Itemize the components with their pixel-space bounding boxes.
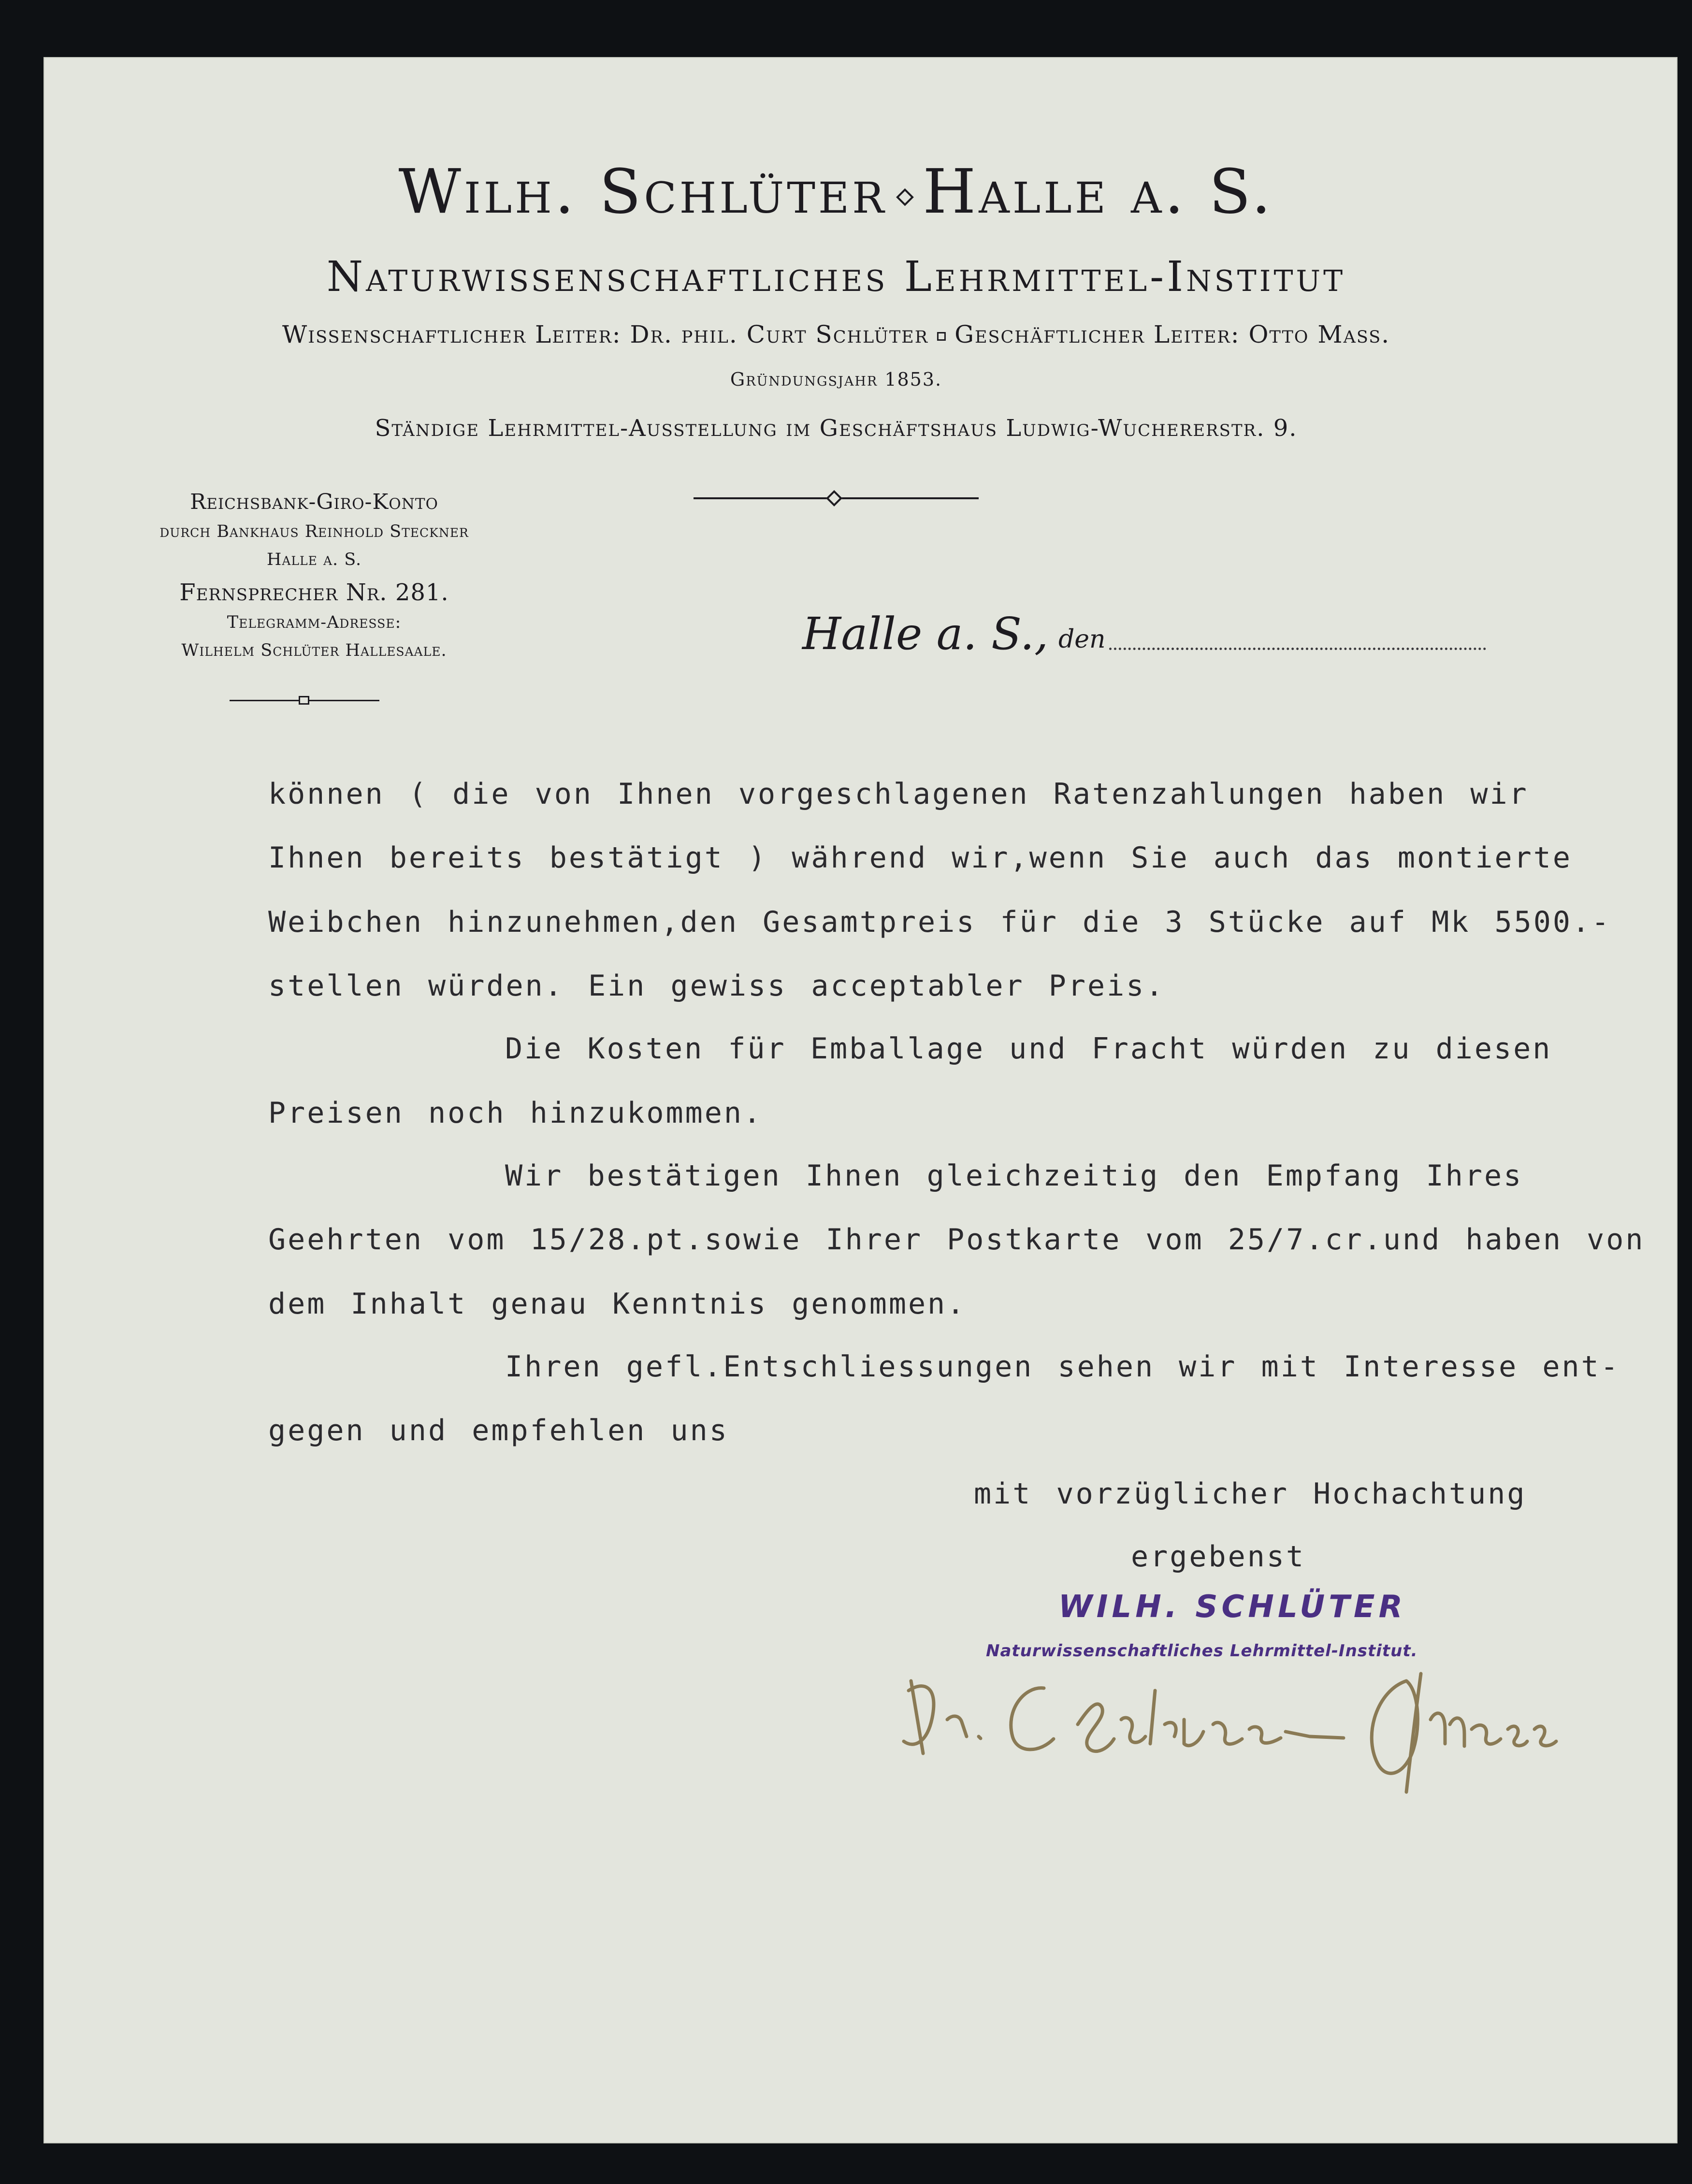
company-name: Wilh. Schlüter [398,156,887,227]
date-blank-line [1109,648,1486,650]
bank-city: Halle a. S. [266,550,362,569]
telegram-address: Wilhelm Schlüter Hallesaale. [181,641,447,660]
letterhead-subtitle: Naturwissenschaftliches Lehrmittel-Institut [326,253,1346,301]
body-line: Preisen noch hinzukommen. [268,1096,763,1130]
letterhead-title [398,156,1273,227]
body-line: dem Inhalt genau Kenntnis genommen. [268,1287,967,1321]
bank-house: durch Bankhaus Reinhold Steckner [159,522,469,541]
rule-diamond-icon [826,490,842,506]
letterhead-leaders [282,320,1390,348]
body-line: Ihren gefl.Entschliessungen sehen wir mit Interesse ent- [505,1350,1620,1384]
signature-mass-stroke [1372,1674,1556,1792]
dateline-den: den [1058,625,1106,654]
body-line: Geehrten vom 15/28.pt.sowie Ihrer Postkarte vom 25/7.cr.und haben von [268,1223,1645,1257]
diamond-ornament-icon [896,188,914,206]
signature-dr-stroke [904,1681,981,1753]
scientific-leader: Wissenschaftlicher Leiter: Dr. phil. Curt Schlüter [282,320,929,348]
body-line: Ihnen bereits bestätigt ) während wir,wenn Sie auch das montierte [268,841,1572,875]
closing-ergebenst: ergebenst [1131,1540,1306,1574]
dateline-place: Halle a. S., [802,608,1049,660]
signature-schlueter-stroke [1011,1688,1344,1751]
founding-year: Gründungsjahr 1853. [730,369,942,390]
body-line: Weibchen hinzunehmen,den Gesamtpreis für die 3 Stücke auf Mk 5500.- [268,905,1611,939]
handwritten-signatures [894,1652,1677,1811]
body-line: können ( die von Ihnen vorgeschlagenen Ratenzahlungen haben wir [268,777,1529,811]
body-line: Wir bestätigen Ihnen gleichzeitig den Empfang Ihres [505,1159,1523,1193]
letter-page [43,57,1678,2143]
closing-greeting: mit vorzüglicher Hochachtung [974,1477,1527,1511]
body-line: Die Kosten für Emballage und Fracht würden zu diesen [505,1032,1552,1066]
exhibition-line: Ständige Lehrmittel-Ausstellung im Geschäftshaus Ludwig-Wuchererstr. 9. [375,415,1298,442]
body-line: gegen und empfehlen uns [268,1414,729,1447]
business-leader: Geschäftlicher Leiter: Otto Mass. [954,320,1390,348]
bank-account-label: Reichsbank-Giro-Konto [190,490,438,514]
left-rule-square-icon [299,696,309,705]
telegram-label: Telegramm-Adresse: [227,613,402,632]
company-stamp-institute: Naturwissenschaftliches Lehrmittel-Institut. [986,1641,1418,1661]
company-stamp-name: WILH. SCHLÜTER [1058,1589,1406,1625]
body-line: stellen würden. Ein gewiss acceptabler Preis. [268,969,1165,1003]
square-ornament-icon [937,332,946,341]
company-city: Halle a. S. [923,156,1274,227]
phone-number: Fernsprecher Nr. 281. [179,579,449,606]
